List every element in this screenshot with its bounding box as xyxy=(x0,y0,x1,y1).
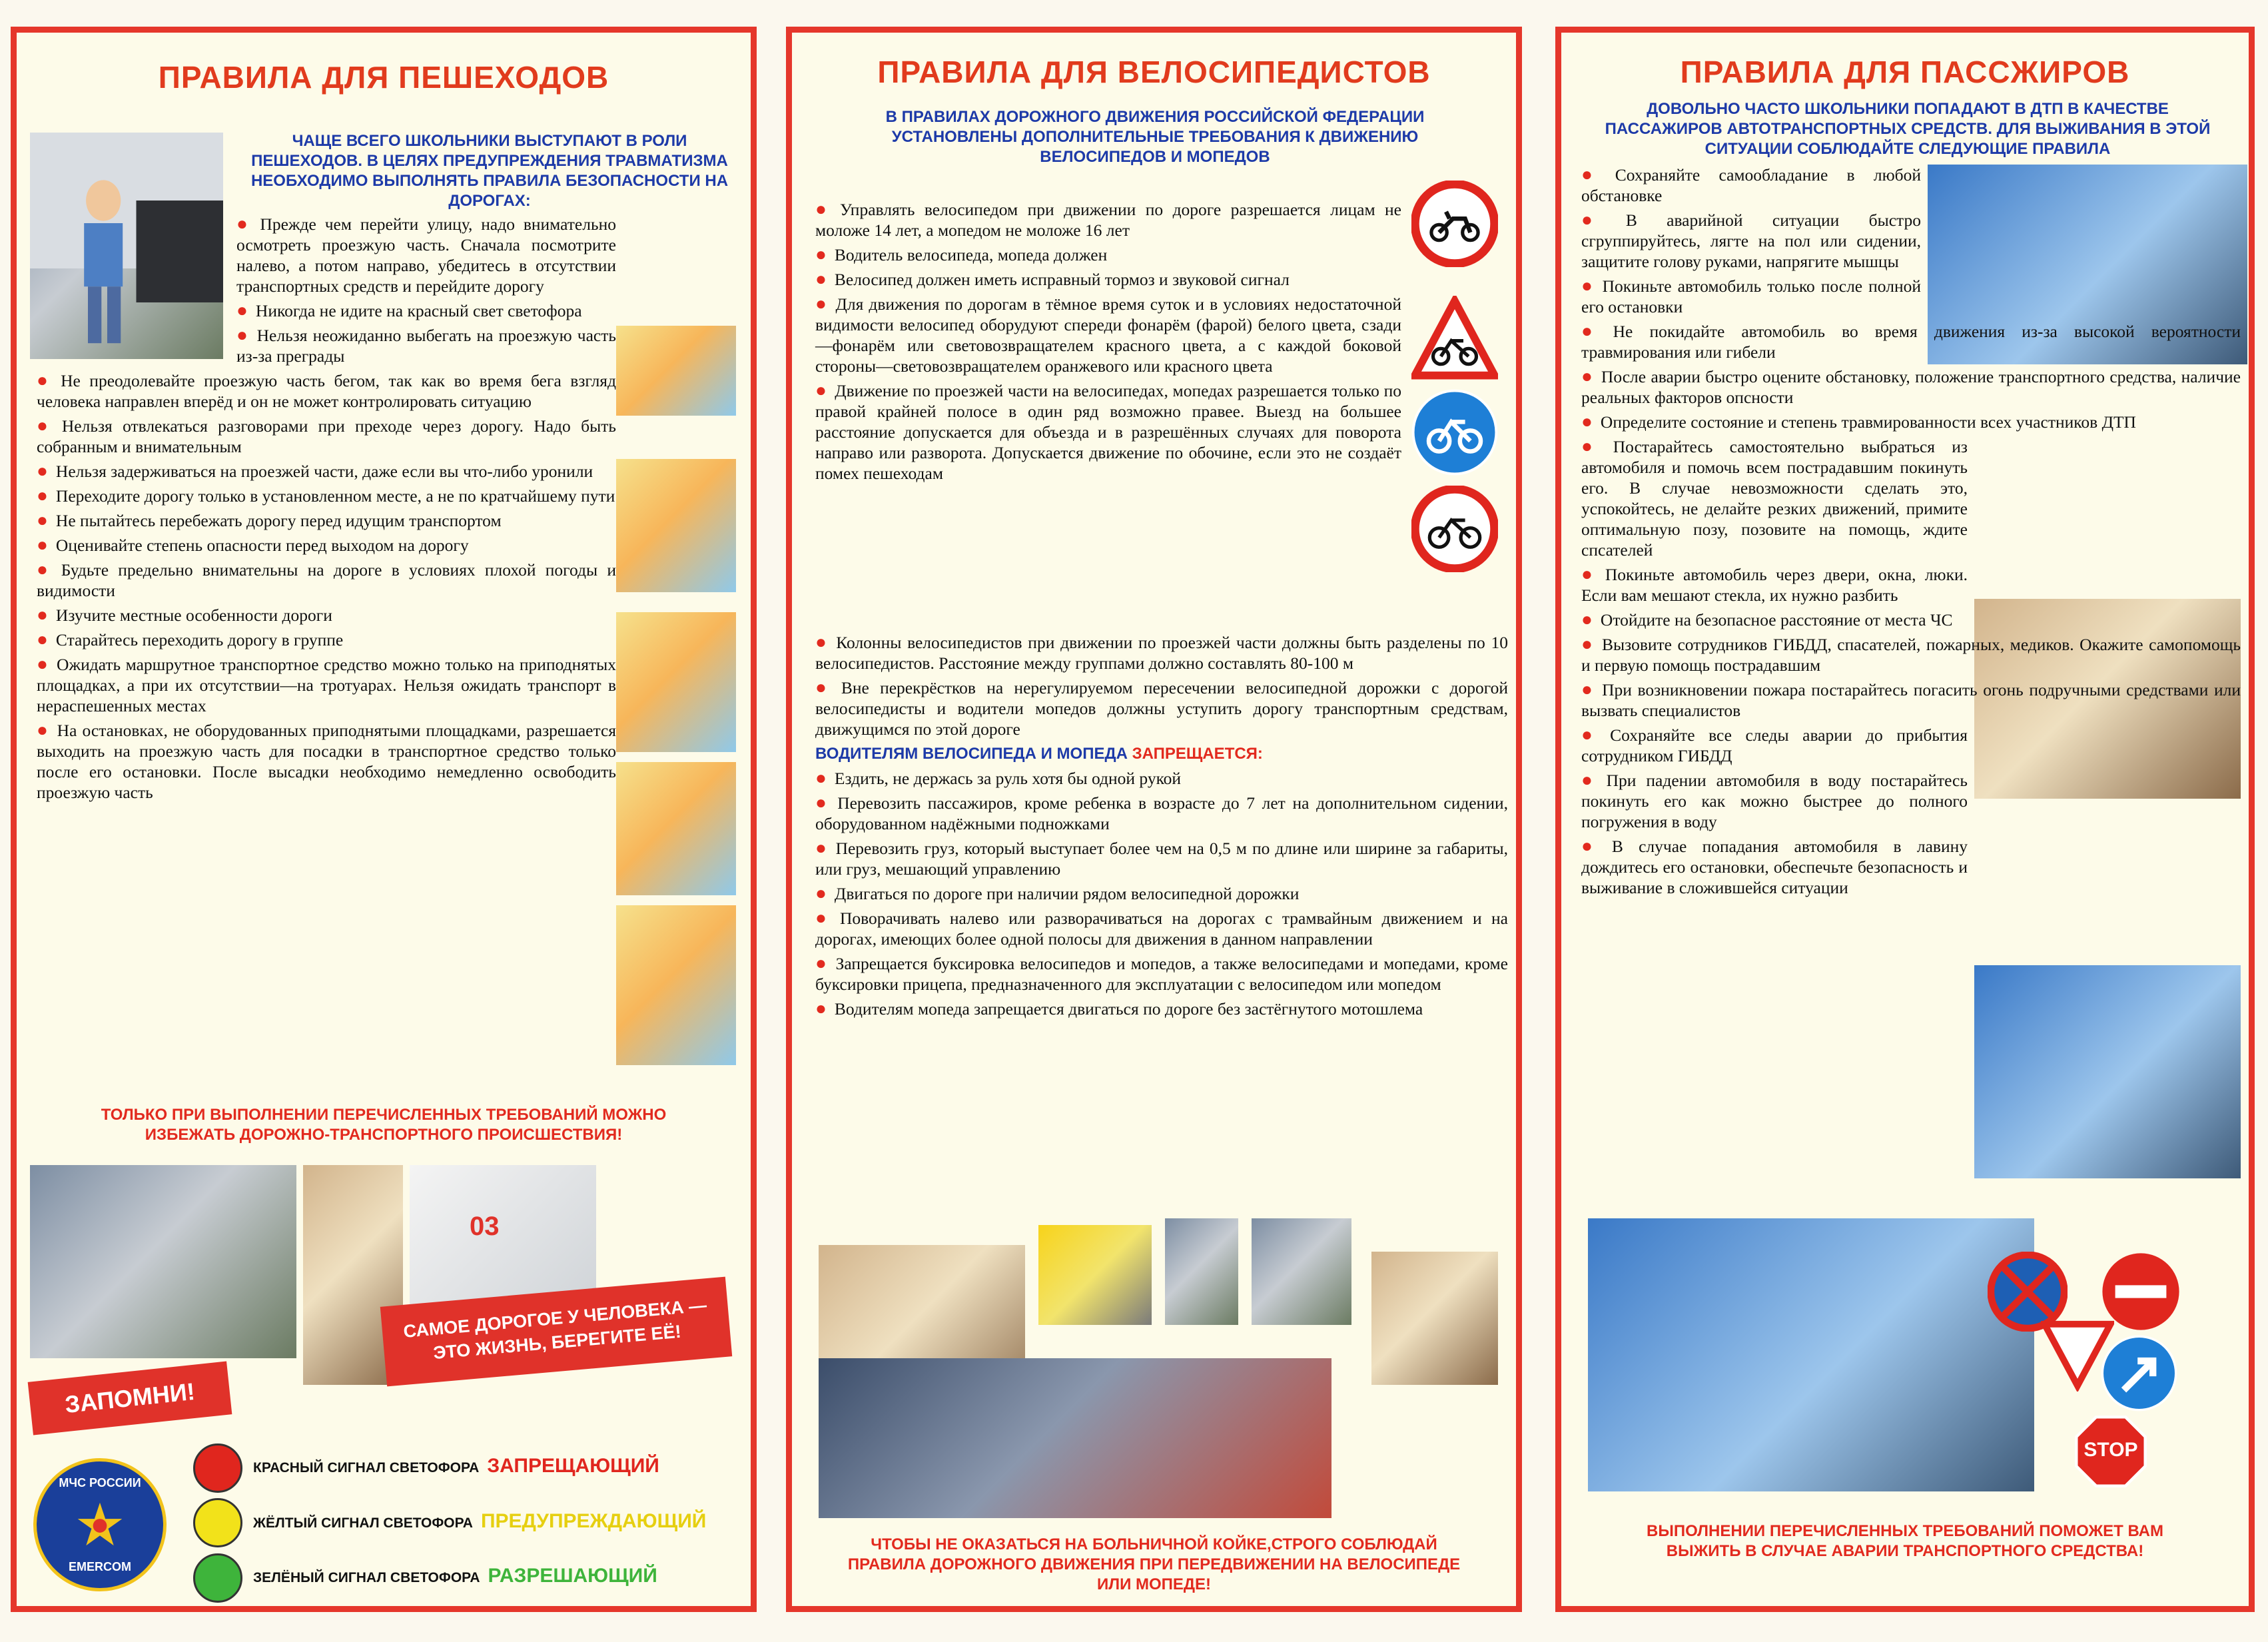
list-item: ● Отойдите на безопасное расстояние от места ЧС xyxy=(1581,610,1953,630)
direction-arrow-sign-icon xyxy=(2101,1335,2177,1412)
passengers-panel xyxy=(1555,27,2255,1612)
list-item: ● Запрещается буксировка велосипедов и мопедов, а также велосипедами и мопедами, кроме буксировки прицепа, предназначенного для эксплуатации с велосипедом или мопедом xyxy=(815,953,1508,994)
yellow-light-icon xyxy=(193,1498,242,1547)
taxi-photo xyxy=(1038,1225,1152,1325)
list-item: ● Колонны велосипедистов при движении по проезжей части должны быть разделены по 10 велосипедистов. Расстояние между группами должно составлять 80-100 м xyxy=(815,632,1508,673)
no-entry-sign-icon xyxy=(2101,1252,2181,1332)
cyclists-footer: ЧТОБЫ НЕ ОКАЗАТЬСЯ НА БОЛЬНИЧНОЙ КОЙКЕ,СТРОГО СОБЛЮДАЙ ПРАВИЛА ДОРОЖНОГО ДВИЖЕНИЯ ПРИ ПЕРЕДВИЖЕНИИ НА ВЕЛОСИПЕДЕ ИЛИ МОПЕДЕ! xyxy=(847,1535,1461,1593)
emercom-logo xyxy=(33,1458,167,1591)
bus-stop-cartoon xyxy=(616,905,736,1065)
list-item: ● Прежде чем перейти улицу, надо внимательно осмотреть проезжую часть. Сначала посмотрите налево, а потом направо, убедитесь в отсутствии транспортных средств и перейдите дорогу xyxy=(236,214,617,296)
list-item: ● Перевозить груз, который выступает более чем на 0,5 м по длине или ширине за габариты, или груз, мешающий управлению xyxy=(815,838,1508,879)
list-item: ● Не пытайтесь перебежать дорогу перед идущим транспортом xyxy=(37,510,502,531)
cyclists-title: ПРАВИЛА ДЛЯ ВЕЛОСИПЕДИСТОВ xyxy=(877,55,1431,89)
traffic-photo xyxy=(819,1358,1331,1518)
list-item: ● Изучите местные особенности дороги xyxy=(37,605,332,625)
green-light-label: ЗЕЛЁНЫЙ СИГНАЛ СВЕТОФОРА РАЗРЕШАЮЩИЙ xyxy=(253,1565,657,1587)
pedestrians-list xyxy=(37,214,616,807)
pedestrians-title: ПРАВИЛА ДЛЯ ПЕШЕХОДОВ xyxy=(158,60,609,95)
list-item: ● Вызовите сотрудников ГИБДД, спасателей, пожарных, медиков. Окажите самопомощь и первую помощь пострадавшим xyxy=(1581,634,2241,675)
list-item: ● Никогда не идите на красный свет светофора xyxy=(236,300,582,321)
no-motorcycle-sign-icon xyxy=(1411,181,1498,267)
list-item: ● Ездить, не держась за руль хотя бы одной рукой xyxy=(815,768,1182,789)
ambulance-photo xyxy=(410,1165,596,1305)
list-item: ● Движение по проезжей части на велосипедах, мопедах разрешается только по правой крайней полосе в один ряд возможно правее. Выезд на большее расстояние допускается для объезда и в разрешённых случаях для поворота направо или разворота. Допускается движение по обочине, если это не создаёт помех пешеходам xyxy=(815,380,1401,483)
logo-bottom-text: EMERCOM xyxy=(69,1560,131,1573)
list-item: ● Водителям мопеда запрещается двигаться по дороге без застёгнутого мотошлема xyxy=(815,999,1423,1019)
list-item: ● Оценивайте степень опасности перед выходом на дорогу xyxy=(37,535,469,556)
pedestrians-footer: ТОЛЬКО ПРИ ВЫПОЛНЕНИИ ПЕРЕЧИСЛЕННЫХ ТРЕБОВАНИЙ МОЖНО ИЗБЕЖАТЬ ДОРОЖНО-ТРАНСПОРТНОГО ПРОИСШЕСТВИЯ! xyxy=(101,1106,667,1144)
list-item: ● Переходите дорогу только в установленном месте, а не по кратчайшему пути xyxy=(37,486,615,506)
bicycle-path-sign-icon xyxy=(1411,389,1498,476)
list-item: ● Определите состояние и степень травмированности всех участников ДТП xyxy=(1581,412,2136,432)
green-light-icon xyxy=(193,1553,242,1603)
crash-photo-3 xyxy=(1974,965,2241,1178)
crossing-cartoon-1 xyxy=(616,326,736,416)
remember-banner: ЗАПОМНИ! xyxy=(28,1362,232,1436)
motorcyclist-photo xyxy=(1165,1218,1238,1325)
injured-boy-photo xyxy=(1371,1252,1498,1385)
logo-top-text: МЧС РОССИИ xyxy=(59,1476,141,1489)
list-item: ● Старайтесь переходить дорогу в группе xyxy=(37,629,344,650)
list-item: ● При падении автомобиля в воду постарайтесь покинуть его как можно быстрее до полного погружения в воду xyxy=(1581,770,1968,831)
passengers-intro: ДОВОЛЬНО ЧАСТО ШКОЛЬНИКИ ПОПАДАЮТ В ДТП В КАЧЕСТВЕ ПАССАЖИРОВ АВТОТРАНСПОРТНЫХ СРЕДСТВ. ДЛЯ ВЫЖИВАНИЯ В ЭТОЙ СИТУАЦИИ СОБЛЮДАЙТЕ СЛЕДУЮЩИЕ ПРАВИЛА xyxy=(1605,100,2211,158)
no-bicycle-sign-icon xyxy=(1411,486,1498,572)
list-item: ● После аварии быстро оцените обстановку, положение транспортного средства, наличие реальных факторов опсности xyxy=(1581,366,2241,407)
red-light-icon xyxy=(193,1443,242,1493)
stop-sign-text: STOP xyxy=(2083,1439,2138,1461)
list-item: ● Сохраняйте самообладание в любой обстановке xyxy=(1581,165,1921,205)
ambulance-number: 03 xyxy=(470,1212,500,1241)
list-item: ● Не преодолевайте проезжую часть бегом, так как во время бега взгляд человека направлен вперёд и он не может контролировать ситуацию xyxy=(37,370,616,411)
list-item: ● Поворачивать налево или разворачиваться на дорогах с трамвайным движением и на дорогах, имеющих более одной полосы для движения в данном направлении xyxy=(815,908,1508,949)
list-item: ● Для движения по дорогам в тёмное время суток и в условиях недостаточной видимости велосипед оборудуют спереди фонарём (фарой) белого цвета, сзади—фонарём или световозвращателем красного цвета, а с каждой боковой стороны—световозвращателем оранжевого или красного цвета xyxy=(815,294,1401,376)
tree-crash-photo xyxy=(1588,1218,2034,1491)
list-item: ● При возникновении пожара постарайтесь погасить огонь подручными средствами или вызвать специалистов xyxy=(1581,679,2241,720)
pedestrians-panel xyxy=(11,27,757,1612)
list-item: ● Вне перекрёстков на нерегулируемом пересечении велосипедной дорожки с дорогой велосипедисты и водители мопедов должны уступить дорогу транспортным средствам, движущимся по этой дороге xyxy=(815,677,1508,739)
life-banner: САМОЕ ДОРОГОЕ У ЧЕЛОВЕКА — ЭТО ЖИЗНЬ, БЕРЕГИТЕ ЕЁ! xyxy=(380,1277,732,1387)
list-item: ● Нельзя задерживаться на проезжей части, даже если вы что-либо уронили xyxy=(37,461,593,482)
list-item: ● Перевозить пассажиров, кроме ребенка в возрасте до 7 лет на дополнительном сидении, оборудованном надёжными подножками xyxy=(815,793,1508,833)
passengers-footer: ВЫПОЛНЕНИИ ПЕРЕЧИСЛЕННЫХ ТРЕБОВАНИЙ ПОМОЖЕТ ВАМ ВЫЖИТЬ В СЛУЧАЕ АВАРИИ ТРАНСПОРТНОГО СРЕДСТВА! xyxy=(1647,1522,2163,1560)
bicycle-warning-sign-icon xyxy=(1411,296,1498,382)
yellow-light-label: ЖЁЛТЫЙ СИГНАЛ СВЕТОФОРА ПРЕДУПРЕЖДАЮЩИЙ xyxy=(253,1510,707,1532)
list-item: ● Нельзя неожиданно выбегать на проезжую часть из-за преграды xyxy=(236,325,617,366)
list-item: ● Постарайтесь самостоятельно выбраться из автомобиля и помочь всем пострадавшим покинуть его. В случае невозможности сделать это, успокойтесь, не делайте резких движений, примите оптимальную позу, позовите на помощь, ждите спсателей xyxy=(1581,436,1968,560)
passengers-list xyxy=(1581,165,2241,902)
list-item: ● Водитель велосипеда, мопеда должен xyxy=(815,244,1108,265)
list-item: ● Ожидать маршрутное транспортное средство можно только на приподнятых площадках, а при их отсутствии—на тротуарах. Нельзя ожидать транспорт в нераспешенных местах xyxy=(37,654,616,715)
forbidden-heading: ВОДИТЕЛЯМ ВЕЛОСИПЕДА И МОПЕДА ЗАПРЕЩАЕТСЯ: xyxy=(815,745,1263,763)
cyclists-panel xyxy=(786,27,1522,1612)
passengers-title: ПРАВИЛА ДЛЯ ПАССЖИРОВ xyxy=(1680,55,2130,89)
street-photo xyxy=(30,1165,296,1358)
list-item: ● Двигаться по дороге при наличии рядом велосипедной дорожки xyxy=(815,883,1300,904)
cyclists-list xyxy=(815,199,1401,488)
red-light-label: КРАСНЫЙ СИГНАЛ СВЕТОФОРА ЗАПРЕЩАЮЩИЙ xyxy=(253,1455,659,1477)
list-item: ● На остановках, не оборудованных приподнятыми площадками, разрешается выходить на проезжую часть для посадки в транспортное средство только после его остановки. После высадки необходимо немедленно освободить проезжую часть xyxy=(37,720,616,802)
list-item: ● Управлять велосипедом при движении по дороге разрешается лицам не моложе 14 лет, а мопедом не моложе 16 лет xyxy=(815,199,1401,240)
cyclists-intro: В ПРАВИЛАХ ДОРОЖНОГО ДВИЖЕНИЯ РОССИЙСКОЙ ФЕДЕРАЦИИ УСТАНОВЛЕНЫ ДОПОЛНИТЕЛЬНЫЕ ТРЕБОВАНИЯ К ДВИЖЕНИЮ ВЕЛОСИПЕДОВ И МОПЕДОВ xyxy=(885,108,1425,166)
cyclists-list-wide xyxy=(815,632,1508,1023)
list-item: ● Будьте предельно внимательны на дороге в условиях плохой погоды и видимости xyxy=(37,560,616,600)
list-item: ● Сохраняйте все следы аварии до прибытия сотрудником ГИБДД xyxy=(1581,725,1968,765)
star-icon xyxy=(75,1500,125,1549)
list-item: ● Нельзя отвлекаться разговорами при преходе через дорогу. Надо быть собранным и внимательным xyxy=(37,416,616,456)
crossing-cartoon-4 xyxy=(616,762,736,895)
crossing-cartoon-2 xyxy=(616,459,736,592)
cyclist-signal-photo xyxy=(1252,1218,1351,1325)
crossing-cartoon-3 xyxy=(616,612,736,752)
list-item: ● Покиньте автомобиль только после полной его остановки xyxy=(1581,276,1921,316)
list-item: ● Покиньте автомобиль через двери, окна, люки. Если вам мешают стекла, их нужно разбить xyxy=(1581,564,1968,605)
list-item: ● Не покидайте автомобиль во время движения из-за высокой вероятности травмирования или гибели xyxy=(1581,321,2241,362)
list-item: ● В случае попадания автомобиля в лавину дождитесь его остановки, обеспечьте безопасность и выживание в сложившейся ситуации xyxy=(1581,836,1968,897)
list-item: ● В аварийной ситуации быстро сгруппируйтесь, лягте на пол или сидении, защитите голову руками, напрягите мышцы xyxy=(1581,210,1921,271)
pedestrians-intro: ЧАЩЕ ВСЕГО ШКОЛЬНИКИ ВЫСТУПАЮТ В РОЛИ ПЕШЕХОДОВ. В ЦЕЛЯХ ПРЕДУПРЕЖДЕНИЯ ТРАВМАТИЗМА НЕОБХОДИМО ВЫПОЛНЯТЬ ПРАВИЛА БЕЗОПАСНОСТИ НА ДОРОГАХ: xyxy=(250,132,729,210)
list-item: ● Велосипед должен иметь исправный тормоз и звуковой сигнал xyxy=(815,269,1290,290)
stop-sign-icon xyxy=(2074,1415,2147,1488)
